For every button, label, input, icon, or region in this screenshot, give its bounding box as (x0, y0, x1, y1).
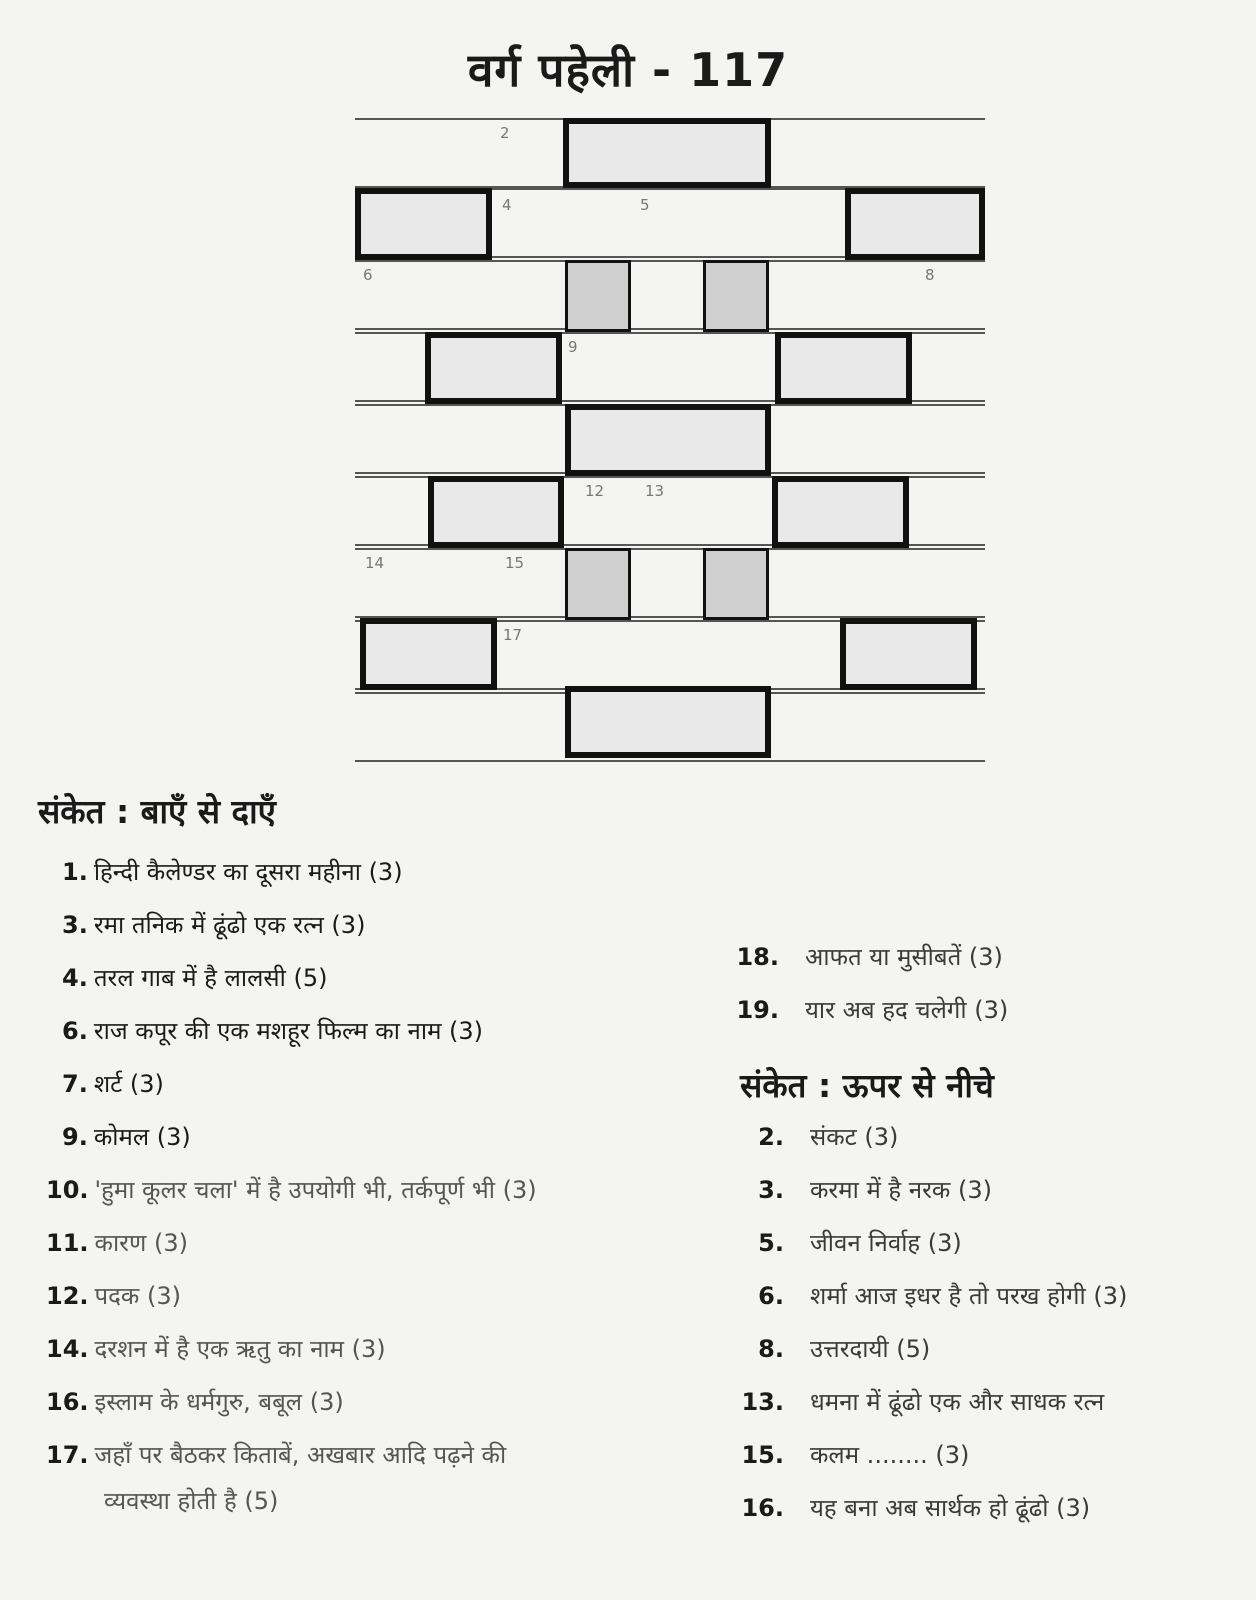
clue-number: 13. (741, 1388, 784, 1416)
grid-number: 2 (500, 124, 510, 142)
clue-number: 17. (46, 1441, 89, 1469)
black-square (775, 332, 912, 404)
grid-number: 6 (363, 266, 373, 284)
grid-row (355, 260, 985, 330)
clue-across (46, 1332, 386, 1365)
clue-across-continued (104, 1484, 278, 1517)
clue-number: 15. (741, 1441, 784, 1469)
clue-down (740, 1120, 898, 1153)
clue-across (735, 940, 1003, 973)
clue-number: 4. (62, 964, 88, 992)
clue-text: कलम ........ (3) (810, 1441, 970, 1469)
clue-number: 11. (46, 1229, 89, 1257)
clue-across (62, 1067, 164, 1100)
black-square (772, 476, 909, 548)
clue-down (740, 1279, 1127, 1312)
clue-across (62, 855, 403, 888)
clue-number: 5. (758, 1229, 784, 1257)
clue-text: राज कपूर की एक मशहूर फिल्म का नाम (3) (93, 1017, 484, 1045)
grid-number: 17 (503, 626, 523, 644)
clue-down (740, 1438, 969, 1471)
clue-text: दरशन में है एक ऋतु का नाम (3) (94, 1335, 386, 1363)
clue-number: 12. (46, 1282, 89, 1310)
clue-across (735, 993, 1008, 1026)
clue-number: 10. (46, 1176, 89, 1204)
clue-across (46, 1279, 181, 1312)
black-square (703, 548, 769, 620)
clue-text: कारण (3) (94, 1229, 188, 1257)
clue-text: तरल गाब में है लालसी (5) (93, 964, 328, 992)
clue-text: शर्मा आज इधर है तो परख होगी (3) (810, 1282, 1128, 1310)
clue-text: संकट (3) (810, 1123, 899, 1151)
grid-number: 8 (925, 266, 935, 284)
black-square (425, 332, 562, 404)
grid-number: 15 (505, 554, 525, 572)
clue-number: 3. (62, 911, 88, 939)
black-square (355, 188, 492, 260)
clue-number: 8. (758, 1335, 784, 1363)
clue-text: जीवन निर्वाह (3) (810, 1229, 962, 1257)
clue-down (740, 1173, 992, 1206)
clue-number: 19. (736, 996, 779, 1024)
clue-number: 18. (736, 943, 779, 971)
clue-text: व्यवस्था होती है (5) (104, 1487, 279, 1515)
black-square (563, 118, 771, 188)
black-square (565, 686, 771, 758)
clue-number: 16. (46, 1388, 89, 1416)
clue-text: शर्ट (3) (93, 1070, 164, 1098)
black-square (565, 548, 631, 620)
clue-across (62, 1014, 483, 1047)
clue-number: 3. (758, 1176, 784, 1204)
clue-text: धमना में ढूंढो एक और साधक रत्न (810, 1388, 1105, 1416)
black-square (845, 188, 985, 260)
clue-number: 6. (62, 1017, 88, 1045)
crossword-grid (355, 118, 985, 766)
clue-across (62, 961, 327, 994)
down-heading: संकेत : ऊपर से नीचे (740, 1066, 994, 1105)
clue-down (740, 1332, 930, 1365)
clue-text: करमा में है नरक (3) (810, 1176, 992, 1204)
clue-across (46, 1385, 344, 1418)
clue-number: 1. (62, 858, 88, 886)
black-square (565, 404, 771, 476)
clue-across (46, 1438, 506, 1471)
black-square (360, 618, 497, 690)
clue-number: 9. (62, 1123, 88, 1151)
page-title: वर्ग पहेली - 117 (467, 43, 789, 97)
grid-row (355, 548, 985, 618)
black-square (840, 618, 977, 690)
clue-down (740, 1226, 962, 1259)
clue-down (740, 1491, 1090, 1524)
clue-across (62, 1120, 191, 1153)
clue-text: पदक (3) (94, 1282, 181, 1310)
clue-text: यार अब हद चलेगी (3) (805, 996, 1009, 1024)
across-heading: संकेत : बाएँ से दाएँ (38, 792, 276, 831)
clue-across (62, 908, 365, 941)
clue-text: इस्लाम के धर्मगुरु, बबूल (3) (94, 1388, 344, 1416)
clue-text: 'हुमा कूलर चला' में है उपयोगी भी, तर्कपूर्ण भी (3) (94, 1176, 537, 1204)
clue-number: 14. (46, 1335, 89, 1363)
clue-number: 6. (758, 1282, 784, 1310)
clue-text: उत्तरदायी (5) (810, 1335, 931, 1363)
clue-number: 2. (758, 1123, 784, 1151)
clue-text: कोमल (3) (93, 1123, 191, 1151)
grid-number: 9 (568, 338, 578, 356)
clue-text: आफत या मुसीबतें (3) (805, 943, 1003, 971)
grid-number: 14 (365, 554, 385, 572)
grid-number: 12 (585, 482, 605, 500)
clue-text: रमा तनिक में ढूंढो एक रत्न (3) (93, 911, 366, 939)
clue-across (46, 1226, 188, 1259)
grid-number: 13 (645, 482, 665, 500)
clue-across (46, 1173, 537, 1206)
clue-text: यह बना अब सार्थक हो ढूंढो (3) (810, 1494, 1091, 1522)
clue-text: हिन्दी कैलेण्डर का दूसरा महीना (3) (93, 858, 403, 886)
clue-down (740, 1385, 1104, 1418)
black-square (428, 476, 564, 548)
grid-number: 4 (502, 196, 512, 214)
black-square (565, 260, 631, 332)
grid-number: 5 (640, 196, 650, 214)
clue-text: जहाँ पर बैठकर किताबें, अखबार आदि पढ़ने की (94, 1441, 507, 1469)
clue-number: 7. (62, 1070, 88, 1098)
black-square (703, 260, 769, 332)
clue-number: 16. (741, 1494, 784, 1522)
